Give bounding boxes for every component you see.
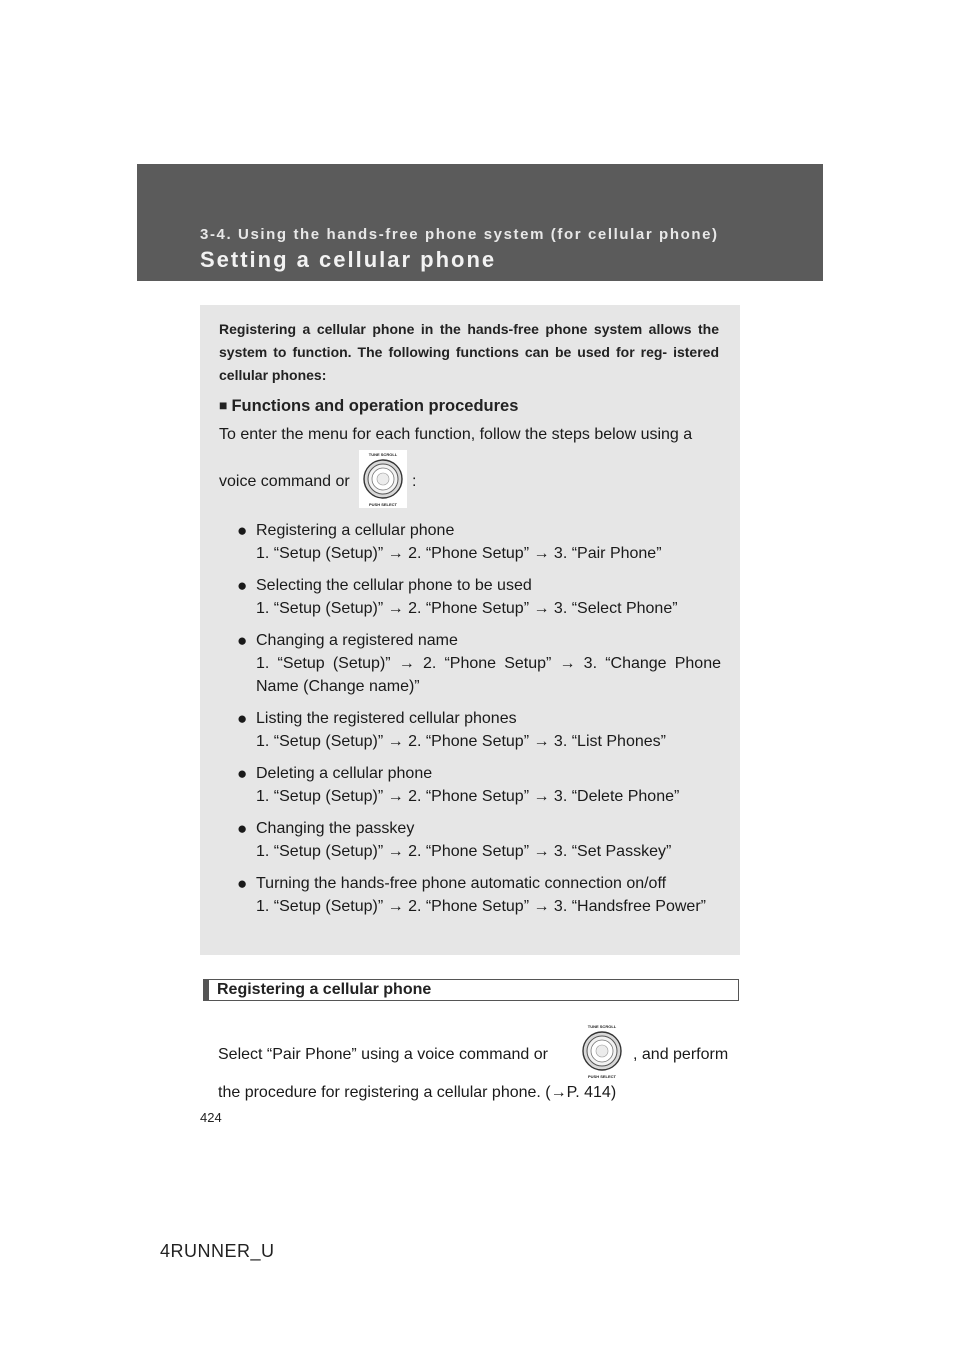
section-heading	[203, 979, 739, 1001]
item-title: Turning the hands-free phone automatic connection on/off	[256, 875, 667, 892]
bullet-icon: ●	[237, 521, 248, 540]
subheading-text: Functions and operation procedures	[231, 397, 519, 415]
list-item	[237, 574, 721, 620]
dial-top-label: TUNE SCROLL	[587, 1024, 617, 1029]
item-path: 1. “Setup (Setup)” → 2. “Phone Setup” → 3. “Change Phone Name (Change name)”	[256, 655, 721, 695]
item-path: 1. “Setup (Setup)” → 2. “Phone Setup” → 3. “List Phones”	[256, 733, 666, 750]
bullet-icon: ●	[237, 819, 248, 838]
intro-text: Registering a cellular phone in the hands-free phone system allows the system to function. The following functions can be used for reg- istered cellular phones:	[219, 321, 719, 383]
dial-bottom-label: PUSH SELECT	[368, 502, 398, 507]
item-title: Listing the registered cellular phones	[256, 710, 517, 727]
paragraph-line-2: the procedure for registering a cellular phone. (→P. 414)	[218, 1084, 617, 1101]
square-marker-icon: ■	[219, 397, 228, 413]
item-title: Registering a cellular phone	[256, 522, 455, 539]
item-path: 1. “Setup (Setup)” → 2. “Phone Setup” → 3. “Pair Phone”	[256, 545, 662, 562]
subheading	[219, 397, 518, 416]
tune-scroll-dial-icon	[359, 450, 407, 508]
section-heading-text: Registering a cellular phone	[217, 981, 432, 998]
section-label: 3-4. Using the hands-free phone system (for cellular phone)	[200, 226, 719, 243]
item-path: 1. “Setup (Setup)” → 2. “Phone Setup” → 3. “Delete Phone”	[256, 788, 680, 805]
footer-code: 4RUNNER_U	[160, 1241, 275, 1261]
bullet-icon: ●	[237, 576, 248, 595]
item-title: Deleting a cellular phone	[256, 765, 433, 782]
bullet-icon: ●	[237, 631, 248, 650]
instruction-colon: :	[412, 473, 417, 490]
paragraph-line-1-end: , and perform	[633, 1046, 729, 1063]
list-item	[237, 629, 721, 698]
bullet-icon: ●	[237, 764, 248, 783]
list-item	[237, 817, 721, 863]
list-item	[237, 707, 721, 753]
page-title: Setting a cellular phone	[200, 247, 497, 272]
item-path: 1. “Setup (Setup)” → 2. “Phone Setup” → 3. “Handsfree Power”	[256, 898, 706, 915]
bullet-icon: ●	[237, 874, 248, 893]
page-number: 424	[200, 1110, 222, 1125]
item-title: Changing a registered name	[256, 632, 458, 649]
list-item	[237, 762, 721, 808]
function-list	[237, 519, 721, 918]
list-item	[237, 872, 721, 918]
instruction-line-voice: voice command or	[219, 473, 350, 490]
bullet-icon: ●	[237, 709, 248, 728]
dial-top-label: TUNE SCROLL	[368, 452, 398, 457]
dial-bottom-label: PUSH SELECT	[587, 1074, 617, 1079]
instruction-line: To enter the menu for each function, follow the steps below using a	[219, 426, 693, 443]
tune-scroll-dial-icon	[578, 1022, 626, 1080]
list-item	[237, 519, 721, 565]
item-title: Selecting the cellular phone to be used	[256, 577, 532, 594]
item-path: 1. “Setup (Setup)” → 2. “Phone Setup” → 3. “Set Passkey”	[256, 843, 672, 860]
item-path: 1. “Setup (Setup)” → 2. “Phone Setup” → 3. “Select Phone”	[256, 600, 678, 617]
paragraph-line-1: Select “Pair Phone” using a voice command or	[218, 1046, 548, 1063]
item-title: Changing the passkey	[256, 820, 415, 837]
